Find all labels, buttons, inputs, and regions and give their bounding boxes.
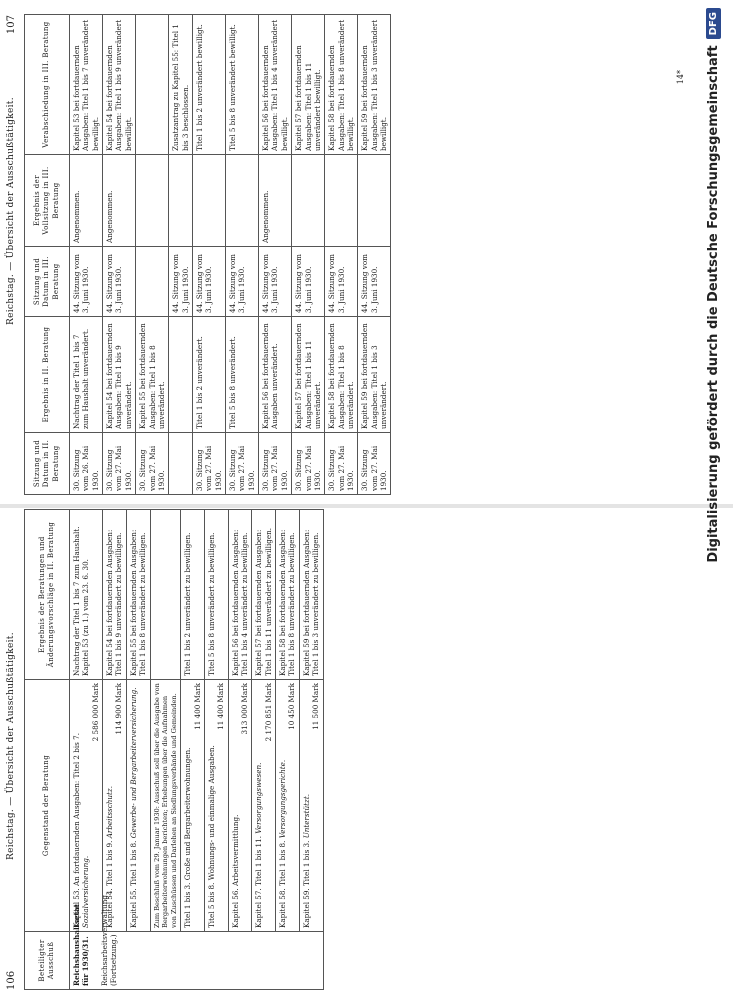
cell-text: 11 400 Mark [216,683,226,730]
table-cell: 44. Sitzung vom 3. Juni 1930. [325,247,358,317]
table-row [292,15,325,495]
table-row [181,510,205,990]
table-cell [169,317,193,433]
table-cell [136,155,169,247]
left-page [0,510,690,990]
table-cell: Kapitel 56 bei fortdauernden Ausgaben unverändert. [259,317,292,433]
subject-cell [126,680,150,932]
table-row [169,15,193,495]
table-cell: Kapitel 57 bei fortdauernden Ausgaben: Titel 1 bis 11 unverändert. [292,317,325,433]
cell-text: Kapitel 53. An fortdauernden Ausgaben: Titel 2 bis 7. [72,732,81,928]
left-committee-table [24,509,324,990]
cell-text: Kapitel 57. Titel 1 bis 11. [254,836,264,928]
cell-text: Kapitel 55. Titel 1 bis 8. [128,840,138,928]
cell-text: 114 900 Mark [114,683,124,735]
table-row [103,15,136,495]
table-cell [136,15,169,155]
table-cell: Angenommen. [103,155,136,247]
cell-text: Versorgungsgerichte. [278,759,288,839]
cell-text: Titel 1 bis 3. Große und Bergarbeiterwohnungen. [183,747,193,928]
header-result: Ergebnis der Beratungen und Änderungsvorschläge in II. Beratung [25,510,70,680]
cell-text: Kapitel 59. Titel 1 bis 3. [301,840,311,928]
table-cell: Titel 1 bis 2 unverändert bewilligt. [192,15,225,155]
table-cell: 30. Sitzung vom 27. Mai 1930. [192,433,225,495]
cell-text: Unterstützt. [301,793,311,839]
cell-text: Sozialversicherung. [81,855,91,928]
table-cell: 30. Sitzung vom 27. Mai 1930. [325,433,358,495]
table-cell: 44. Sitzung vom 3. Juni 1930. [169,247,193,317]
page-number-left: 106 [6,970,17,990]
table-cell: Kapitel 59 bei fortdauernden Ausgaben: Titel 1 bis 3 unverändert. [358,317,391,433]
table-row [228,510,252,990]
table-row [276,510,300,990]
committee-cell [70,892,324,990]
subject-cell [103,680,127,932]
result-cell: Kapitel 54 bei fortdauernden Ausgaben: Titel 1 bis 9 unverändert zu bewilligen. [103,510,127,680]
result-cell: Nachtrag der Titel 1 bis 7 zum Haushalt. Kapitel 53 (zu 1.) vom 23. 6. 30. [70,510,103,680]
table-row [358,15,391,495]
running-head-right: Reichstag. — Übersicht der Ausschußtätigkeit. [6,97,16,325]
table-row [204,510,228,990]
table-cell [226,155,259,247]
table-cell: Kapitel 55 bei fortdauernden Ausgaben: Titel 1 bis 8 unverändert. [136,317,169,433]
header-session2: Sitzung und Datum in II. Beratung [25,433,70,495]
table-cell [292,155,325,247]
subject-cell [299,680,323,932]
attribution-strip [700,0,726,1000]
table-cell: 30. Sitzung vom 26. Mai 1930. [70,433,103,495]
result-cell: Kapitel 59 bei fortdauernden Ausgaben: Titel 1 bis 3 unverändert zu bewilligen. [299,510,323,680]
subject-cell [150,680,181,932]
running-head-left: Reichstag. — Übersicht der Ausschußtätigkeit. [6,632,16,860]
table-cell [325,155,358,247]
subject-cell [228,680,252,932]
table-cell: 44. Sitzung vom 3. Juni 1930. [103,247,136,317]
result-cell: Kapitel 58 bei fortdauernden Ausgaben: Titel 1 bis 8 unverändert zu bewilligen. [276,510,300,680]
subject-cell [252,680,276,932]
table-row [103,510,127,990]
cell-text: 2 170 851 Mark [263,683,273,742]
table-cell: 44. Sitzung vom 3. Juni 1930. [192,247,225,317]
header-committee: Beteiligter Ausschuß [25,932,70,990]
table-cell: Kapitel 59 bei fortdauernden Ausgaben: Titel 1 bis 3 unverändert bewilligt. [358,15,391,155]
table-cell [192,155,225,247]
table-row [136,15,169,495]
cell-text: 11 400 Mark [192,683,202,730]
committee-name: Reichshaushaltsetat für 1930/31. [72,904,91,986]
table-cell: Kapitel 58 bei fortdauernden Ausgaben: Titel 1 bis 8 unverändert bewilligt. [325,15,358,155]
cell-text: 11 500 Mark [311,683,321,730]
cell-text: Arbeitsschutz. [105,786,115,839]
table-cell: 30. Sitzung vom 27. Mai 1930. [259,433,292,495]
cell-text: 313 000 Mark [240,683,249,735]
header-final: Verabschiedung in III. Beratung [25,15,70,155]
subject-cell [276,680,300,932]
table-cell: 44. Sitzung vom 3. Juni 1930. [292,247,325,317]
table-cell: Titel 1 bis 2 unverändert. [192,317,225,433]
table-cell: Titel 5 bis 8 unverändert. [226,317,259,433]
table-row [70,15,103,495]
result-cell: Kapitel 56 bei fortdauernden Ausgaben: Titel 1 bis 4 unverändert zu bewilligen. [228,510,252,680]
table-row [226,15,259,495]
header-result-plenum: Ergebnis der Vollsitzung in III. Beratung [25,155,70,247]
cell-text: Versorgungswesen. [254,762,264,834]
result-cell: Kapitel 57 bei fortdauernden Ausgaben: Titel 1 bis 11 unverändert zu bewilligen. [252,510,276,680]
table-cell: 44. Sitzung vom 3. Juni 1930. [226,247,259,317]
result-cell [150,510,181,680]
subject-cell [204,680,228,932]
table-row [150,510,181,990]
right-committee-table [24,14,391,495]
table-cell: 30. Sitzung vom 27. Mai 1930. [103,433,136,495]
table-cell: 44. Sitzung vom 3. Juni 1930. [259,247,292,317]
cell-text: Kapitel 56. Arbeitsvermittlung. [230,814,240,928]
committee-sub: Reichsarbeitsverwaltung. (Fortsetzung.) [100,892,119,986]
table-row [259,15,292,495]
subject-cell [70,680,103,932]
table-cell: Kapitel 54 bei fortdauernden Ausgaben: Titel 1 bis 9 unverändert. [103,317,136,433]
page-number-right: 107 [6,15,17,35]
table-cell: Angenommen. [70,155,103,247]
table-cell: Zusatzantrag zu Kapitel 55: Titel 1 bis 3 beschlossen. [169,15,193,155]
table-cell: 30. Sitzung vom 27. Mai 1930. [292,433,325,495]
table-cell: Kapitel 58 bei fortdauernden Ausgaben: Titel 1 bis 8 unverändert. [325,317,358,433]
right-page [0,15,690,495]
table-cell: 30. Sitzung vom 27. Mai 1930. [226,433,259,495]
table-cell: Angenommen. [259,155,292,247]
table-cell: 44. Sitzung vom 3. Juni 1930. [358,247,391,317]
table-row [192,15,225,495]
attribution-text: Digitalisierung gefördert durch die Deutsche Forschungsgemeinschaft [705,45,721,563]
subject-cell [181,680,205,932]
table-row [299,510,323,990]
header-session3: Sitzung und Datum in III. Beratung [25,247,70,317]
table-cell [358,155,391,247]
table-cell: Kapitel 57 bei fortdauernden Ausgaben: Titel 1 bis 11 unverändert bewilligt. [292,15,325,155]
table-cell: Titel 5 bis 8 unverändert bewilligt. [226,15,259,155]
result-cell: Titel 5 bis 8 unverändert zu bewilligen. [204,510,228,680]
table-cell [169,155,193,247]
table-cell: Kapitel 56 bei fortdauernden Ausgaben: Titel 1 bis 4 unverändert bewilligt. [259,15,292,155]
cell-text: Zum Beschluß vom 29. Januar 1930: Ausschuß soll über die Ausgabe von Bergarbeiterwohnungen berichten; Erhebungen über die Aufnahmen von Zuschüssen und Darlehen an Siedlungsverbände und Gemeinden. [152,683,178,928]
cell-text: 2 586 000 Mark [90,683,100,742]
header-subject: Gegenstand der Beratung [25,680,70,932]
cell-text: Gewerbe- und Bergarbeiterversicherung. [128,687,138,839]
result-cell: Titel 1 bis 2 unverändert zu bewilligen. [181,510,205,680]
table-cell: Kapitel 54 bei fortdauernden Ausgaben: Titel 1 bis 9 unverändert bewilligt. [103,15,136,155]
cell-text: Kapitel 58. Titel 1 bis 8. [278,840,288,928]
table-row [325,15,358,495]
page-footnote: 14* [676,70,685,85]
table-cell [169,433,193,495]
dfg-logo-icon: DFG [706,8,721,39]
result-cell: Kapitel 55 bei fortdauernden Ausgaben: Titel 1 bis 8 unverändert zu bewilligen. [126,510,150,680]
table-row [126,510,150,990]
cell-text: Titel 5 bis 8. Wohnungs- und einmalige Ausgaben. [206,745,216,928]
cell-text: Kapitel 54. Titel 1 bis 9. [105,840,115,928]
table-row [70,510,103,990]
header-result3: Ergebnis in II. Beratung [25,317,70,433]
table-row [252,510,276,990]
table-cell: 44. Sitzung vom 3. Juni 1930. [70,247,103,317]
table-cell: Nachtrag der Titel 1 bis 7 zum Haushalt unverändert. [70,317,103,433]
page-gutter [0,504,733,508]
table-cell [136,247,169,317]
table-cell: Kapitel 53 bei fortdauernden Ausgaben: Titel 1 bis 7 unverändert bewilligt. [70,15,103,155]
cell-text: 10 450 Mark [287,683,297,730]
table-cell: 30. Sitzung vom 27. Mai 1930. [136,433,169,495]
table-cell: 30. Sitzung vom 27. Mai 1930. [358,433,391,495]
